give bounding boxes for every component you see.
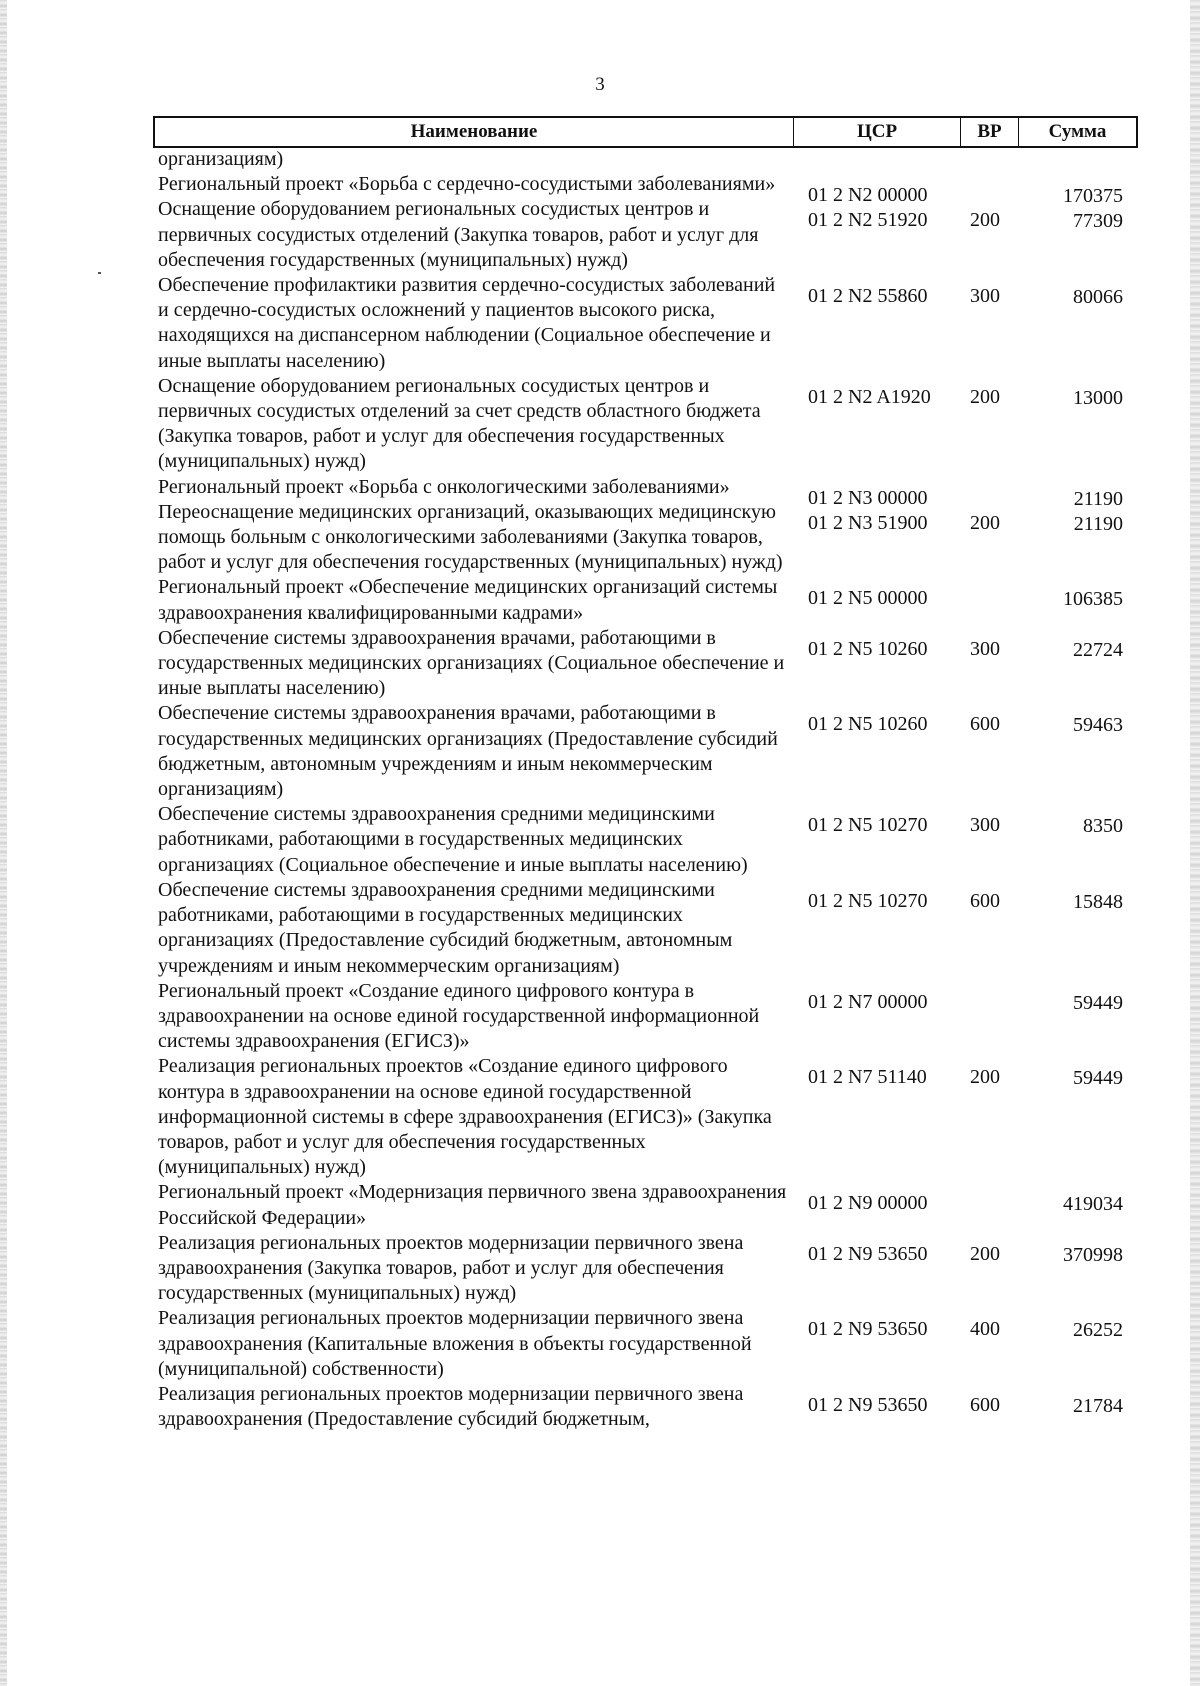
row-sum-cell: 22724: [1073, 638, 1123, 661]
table-row: [158, 802, 1138, 878]
row-csr-cell: 01 2 N2 00000: [808, 184, 928, 207]
row-name-cell: Региональный проект «Обеспечение медицинских организаций системы здравоохранения квалифицированными кадрами»: [158, 576, 778, 624]
table-row: [158, 979, 1138, 1055]
row-sum-cell: 15848: [1073, 890, 1123, 913]
header-sum: Сумма: [1048, 121, 1107, 142]
row-name-cell: Переоснащение медицинских организаций, оказывающих медицинскую помощь больным с онкологическими заболеваниями (Закупка товаров, работ и услуг для обеспечения государственных (муниципальных) нужд): [158, 500, 783, 574]
row-vr-cell: 600: [970, 1393, 1000, 1416]
header-csr: ЦСР: [794, 118, 961, 146]
row-name-cell: Оснащение оборудованием региональных сосудистых центров и первичных сосудистых отделений (Закупка товаров, работ и услуг для обеспечения государственных (муниципальных) нужд): [158, 198, 759, 271]
row-sum-cell: 80066: [1073, 286, 1123, 309]
row-sum-cell: 26252: [1073, 1319, 1123, 1342]
table-row: [158, 197, 1138, 273]
table-row: [158, 172, 1138, 208]
row-csr-cell: 01 2 N3 51900: [808, 511, 928, 534]
row-csr-cell: 01 2 N5 10270: [808, 814, 928, 837]
row-sum-cell: 21190: [1073, 512, 1123, 535]
table-row: [158, 500, 1138, 576]
table-row: [158, 878, 1138, 979]
scan-edge-right: [1190, 0, 1200, 1686]
scan-speck: [98, 272, 101, 274]
row-name-cell: Реализация региональных проектов модернизации первичного звена здравоохранения (Предоставление субсидий бюджетным,: [158, 1382, 744, 1431]
row-vr-cell: 300: [970, 814, 1000, 837]
row-vr-cell: 300: [970, 285, 1000, 308]
row-name-cell: Региональный проект «Модернизация первичного звена здравоохранения Российской Федерации»: [158, 1181, 787, 1229]
table-row: [158, 1382, 1138, 1432]
row-csr-cell: 01 2 N9 53650: [808, 1318, 928, 1341]
table-row: [158, 1306, 1138, 1382]
row-name-cell: организациям): [158, 148, 284, 170]
row-sum-cell: 106385: [1063, 588, 1123, 611]
row-vr-cell: 200: [970, 1066, 1000, 1089]
row-name-cell: Обеспечение профилактики развития сердечно-сосудистых заболеваний и сердечно-сосудистых осложнений у пациентов высокого риска, находящихся на диспансерном наблюдении (Социальное обеспечение и иные выплаты населению): [158, 274, 776, 372]
table-row: [158, 1180, 1138, 1230]
row-csr-cell: 01 2 N5 00000: [808, 587, 928, 610]
header-name: Наименование: [155, 118, 794, 146]
row-name-cell: Обеспечение системы здравоохранения средними медицинскими работниками, работающими в государственных медицинских организациях (Социальное обеспечение и иные выплаты населению): [158, 803, 748, 876]
row-name-cell: Обеспечение системы здравоохранения врачами, работающими в государственных медицинских организациях (Предоставление субсидий бюджетным, автономным учреждениям и иным некоммерческим организациям): [158, 702, 778, 801]
row-csr-cell: 01 2 N2 51920: [808, 209, 928, 232]
table-row: [158, 475, 1138, 510]
row-vr-cell: 600: [970, 713, 1000, 736]
row-vr-cell: 600: [970, 889, 1000, 912]
row-vr-cell: 400: [970, 1318, 1000, 1341]
row-vr-cell: 300: [970, 637, 1000, 660]
row-name-cell: Реализация региональных проектов модернизации первичного звена здравоохранения (Закупка товаров, работ и услуг для обеспечения государственных (муниципальных) нужд): [158, 1231, 744, 1305]
row-csr-cell: 01 2 N9 00000: [808, 1192, 928, 1215]
row-csr-cell: 01 2 N5 10260: [808, 713, 928, 736]
row-name-cell: Региональный проект «Создание единого цифрового контура в здравоохранении на основе единой государственной информационной системы здравоохранения (ЕГИСЗ)»: [158, 979, 760, 1053]
row-csr-cell: 01 2 N9 53650: [808, 1242, 928, 1265]
table-row: [158, 626, 1138, 702]
row-vr-cell: 200: [970, 511, 1000, 534]
row-name-cell: Реализация региональных проектов «Создание единого цифрового контура в здравоохранении на основе единой государственной информационной системы в сфере здравоохранения (ЕГИСЗ)» (Закупка товаров, работ и услуг для обеспечения государственных (муниципальных) нужд): [158, 1055, 772, 1179]
table-header: [153, 116, 1138, 148]
row-vr-cell: 200: [970, 1242, 1000, 1265]
table-row: [158, 147, 1138, 172]
row-vr-cell: 200: [970, 385, 1000, 408]
row-sum-cell: 59449: [1073, 991, 1123, 1014]
row-sum-cell: 21784: [1073, 1394, 1123, 1417]
row-sum-cell: 13000: [1073, 386, 1123, 409]
table-row: [158, 701, 1138, 802]
row-csr-cell: 01 2 N5 10260: [808, 637, 928, 660]
row-name-cell: Региональный проект «Борьба с онкологическими заболеваниями»: [158, 475, 730, 498]
row-sum-cell: 59449: [1073, 1067, 1123, 1090]
table-row: [158, 1231, 1138, 1307]
row-csr-cell: 01 2 N2 A1920: [808, 385, 931, 408]
row-csr-cell: 01 2 N3 00000: [808, 486, 928, 509]
table-row: [158, 273, 1138, 374]
row-sum-cell: 419034: [1063, 1193, 1123, 1216]
row-csr-cell: 01 2 N7 00000: [808, 990, 928, 1013]
page-number: 3: [595, 74, 605, 95]
table-body: [158, 147, 1138, 1432]
row-name-cell: Региональный проект «Борьба с сердечно-сосудистыми заболеваниями»: [158, 173, 776, 196]
table-row: [158, 575, 1138, 625]
row-sum-cell: 170375: [1063, 185, 1123, 208]
row-csr-cell: 01 2 N9 53650: [808, 1393, 928, 1416]
row-name-cell: Оснащение оборудованием региональных сосудистых центров и первичных сосудистых отделений за счет средств областного бюджета (Закупка товаров, работ и услуг для обеспечения государственных (муниципальных) нужд): [158, 374, 761, 473]
table-row: [158, 1054, 1138, 1180]
header-vr: ВР: [961, 118, 1019, 146]
row-csr-cell: 01 2 N7 51140: [808, 1066, 927, 1089]
table-row: [158, 374, 1138, 475]
row-csr-cell: 01 2 N5 10270: [808, 889, 928, 912]
scan-edge-left: [0, 0, 7, 1686]
row-sum-cell: 370998: [1063, 1243, 1123, 1266]
row-csr-cell: 01 2 N2 55860: [808, 285, 928, 308]
row-sum-cell: 77309: [1073, 210, 1123, 233]
row-sum-cell: 59463: [1073, 714, 1123, 737]
row-vr-cell: 200: [970, 209, 1000, 232]
row-name-cell: Реализация региональных проектов модернизации первичного звена здравоохранения (Капитальные вложения в объекты государственной (муниципальной) собственности): [158, 1307, 752, 1380]
row-sum-cell: 8350: [1083, 815, 1123, 838]
row-name-cell: Обеспечение системы здравоохранения средними медицинскими работниками, работающими в государственных медицинских организациях (Предоставление субсидий бюджетным, автономным учреждениям и иным некоммерческим организациям): [158, 878, 733, 977]
row-sum-cell: 21190: [1073, 487, 1123, 510]
row-name-cell: Обеспечение системы здравоохранения врачами, работающими в государственных медицинских организациях (Социальное обеспечение и иные выплаты населению): [158, 626, 785, 700]
